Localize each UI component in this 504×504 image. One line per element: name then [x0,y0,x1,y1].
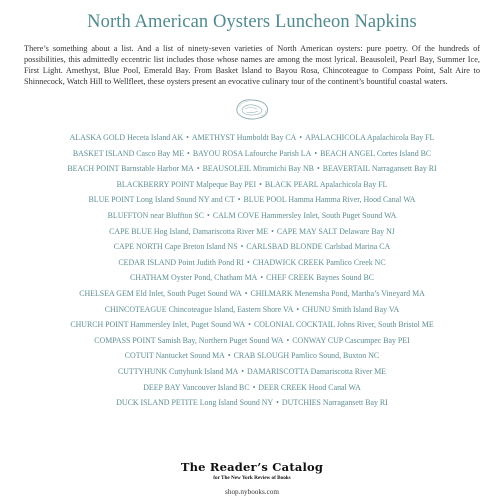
oyster-list [24,130,480,411]
oyster-origin: Menemsha Pond, Martha’s Vineyard MA [294,288,425,298]
oyster-name: CALM COVE [212,210,260,220]
oyster-origin: Humboldt Bay CA [236,133,297,142]
oyster-origin: Smith Island Bay VA [332,304,400,314]
oyster-name: CAPE BLUE [109,226,152,236]
oyster-name: DEEP BAY [143,382,181,392]
oyster-name: BLUFFTON [107,210,149,220]
list-row [24,192,480,208]
oyster-origin: Casco Bay ME [136,148,185,158]
oyster-name: BLUE POOL [243,195,287,205]
oyster-origin: Samish Bay, Northern Puget Sound WA [157,335,284,345]
list-row [24,395,480,411]
oyster-name: DEER CREEK [258,382,307,392]
oyster-origin: Apalachicola Bay FL [319,179,388,189]
oyster-origin: Pamlico Sound, Buxton NC [291,351,380,361]
bullet-separator: • [237,195,241,205]
oyster-name: BASKET ISLAND [72,148,135,158]
bullet-separator: • [271,226,274,236]
oyster-name: BEAUSOLEIL [202,164,252,174]
oyster-name: BEACH POINT [67,164,120,174]
oyster-origin: Hog Island, Damariscotta River ME [153,226,269,236]
list-row [24,270,480,286]
oyster-name: BEACH ANGEL [320,148,375,158]
oyster-name: CAPE NORTH [113,242,163,252]
bullet-separator: • [196,164,200,174]
oyster-origin: Long Island Sound NY and CT [136,195,235,205]
oyster-origin: Barnstable Harbor MA [121,164,194,174]
list-row [24,208,480,224]
bullet-separator: • [207,210,210,220]
bullet-separator: • [187,148,190,158]
oyster-origin: Hammersley Inlet, Puget Sound WA [130,320,246,330]
oyster-origin: Hamma Hamma River, Hood Canal WA [288,195,416,205]
bullet-separator: • [296,304,300,314]
list-row [24,348,480,364]
oyster-origin: Oyster Pond, Chatham MA [171,273,258,283]
brand-logo[interactable]: The Reader’s Catalog [180,460,324,474]
bullet-separator: • [186,133,189,142]
oyster-origin: Cuttyhunk Island MA [169,366,239,376]
bullet-separator: • [259,179,262,189]
list-row [24,380,480,396]
oyster-name: CAPE MAY SALT [276,226,338,236]
list-row [24,239,480,255]
oyster-origin: Lafourche Parish LA [244,148,312,158]
oyster-origin: Pamlico Creek NC [326,257,386,267]
oyster-origin: Nantucket Sound MA [155,351,225,361]
bullet-separator: • [276,398,279,408]
oyster-origin: Carlsbad Marina CA [324,242,391,252]
oyster-name: CONWAY CUP [292,335,343,345]
oyster-name: CHILMARK [250,288,293,298]
oyster-name: CHUNU [302,304,331,314]
list-row [24,302,480,318]
oyster-origin: Heceta Island AK [127,133,184,142]
oyster-name: CHADWICK CREEK [252,257,325,267]
oyster-name: CEDAR ISLAND [118,257,177,267]
list-row [24,255,480,271]
shop-url-link[interactable]: shop.nybooks.com [225,488,279,496]
oyster-origin: Damariscotta River ME [310,366,387,376]
bullet-separator: • [244,288,248,298]
list-row [24,130,480,146]
bullet-separator: • [252,382,256,392]
oyster-name: BLUE POINT [88,195,135,205]
oyster-name: CRAB SLOUGH [233,351,290,361]
bullet-separator: • [314,148,318,158]
oyster-name: COTUIT [124,351,154,361]
oyster-origin: Long Island Sound NY [199,398,274,408]
oyster-origin: Hammersley Inlet, South Puget Sound WA [261,210,397,220]
oyster-name: COMPASS POINT [94,335,156,345]
oyster-name: CUTTYHUNK [117,366,168,376]
brand-subtitle: for The New York Review of Books [213,475,291,481]
oyster-name: APALACHICOLA [305,133,366,142]
oyster-origin: Point Judith Pond RI [178,257,245,267]
oyster-name: DUTCHIES [281,398,321,408]
bullet-separator: • [316,164,320,174]
list-row [24,177,480,193]
oyster-name: DUCK ISLAND PETITE [116,398,198,408]
bullet-separator: • [227,351,231,361]
oyster-name: BAYOU ROSA [192,148,243,158]
list-row [24,286,480,302]
oyster-origin: Vancouver Island BC [182,382,250,392]
footer [0,460,504,496]
oyster-origin: Malpeque Bay PEI [196,179,257,189]
bullet-separator: • [241,366,245,376]
oyster-origin: Narragansett Bay RI [371,164,437,174]
oyster-origin: Miramichi Bay NB [253,164,314,174]
oyster-origin: Delaware Bay NJ [339,226,395,236]
list-row [24,364,480,380]
oyster-icon [231,95,273,123]
list-row [24,146,480,162]
oyster-origin: Cascumpec Bay PEI [344,335,410,345]
page-title: North American Oysters Luncheon Napkins [87,12,417,32]
oyster-name: CHURCH POINT [70,320,129,330]
list-row [24,224,480,240]
oyster-name: CARLSBAD BLONDE [246,242,323,252]
oyster-origin: Apalachicola Bay FL [366,133,435,142]
intro-paragraph: There’s something about a list. And a list of ninety-seven varieties of North American oysters: pure poetry. Of the hundreds of possibilities, this admittedly eccentric list includes those whose names are among the most lyrical. Beausoleil, Pearl Bay, Summer Ice, First Light. Amethyst, Blue Pool, Emerald Bay. From Basket Island to Bayou Rosa, Chincoteague to Compass Point, Salt Aire to Shinnecock, Watch Hill to Wellfleet, these oysters present an evocative culinary tour of the continent’s bountiful coastal waters. [24,44,480,86]
bullet-separator: • [248,320,251,330]
oyster-origin: Baynes Sound BC [316,273,374,283]
oyster-name: ALASKA GOLD [69,133,126,142]
oyster-name: DAMARISCOTTA [247,366,309,376]
bullet-separator: • [240,242,244,252]
oyster-name: AMETHYST [191,133,235,142]
bullet-separator: • [247,257,250,267]
list-row [24,161,480,177]
oyster-origin: Eld Inlet, South Puget Sound WA [135,288,242,298]
oyster-origin: Narragansett Bay RI [322,398,388,408]
bullet-separator: • [286,335,290,345]
oyster-origin: Cape Breton Island NS [164,242,238,252]
bullet-separator: • [299,133,303,142]
oyster-name: CHELSEA GEM [79,288,134,298]
list-row [24,317,480,333]
oyster-origin: near Bluffton SC [150,210,205,220]
list-row [24,333,480,349]
oyster-origin: Hood Canal WA [308,382,361,392]
oyster-name: COLONIAL COCKTAIL [253,320,335,330]
oyster-origin: Johns River, South Bristol ME [336,320,434,330]
oyster-name: CHEF CREEK [266,273,315,283]
oyster-name: BLACKBERRY POINT [116,179,195,189]
oyster-name: CHATHAM [129,273,170,283]
oyster-name: BLACK PEARL [264,179,319,189]
oyster-origin: Chincoteague Island, Eastern Shore VA [168,304,294,314]
oyster-origin: Cortes Island BC [376,148,432,158]
bullet-separator: • [260,273,264,283]
oyster-name: BEAVERTAIL [322,164,370,174]
oyster-name: CHINCOTEAGUE [104,304,167,314]
